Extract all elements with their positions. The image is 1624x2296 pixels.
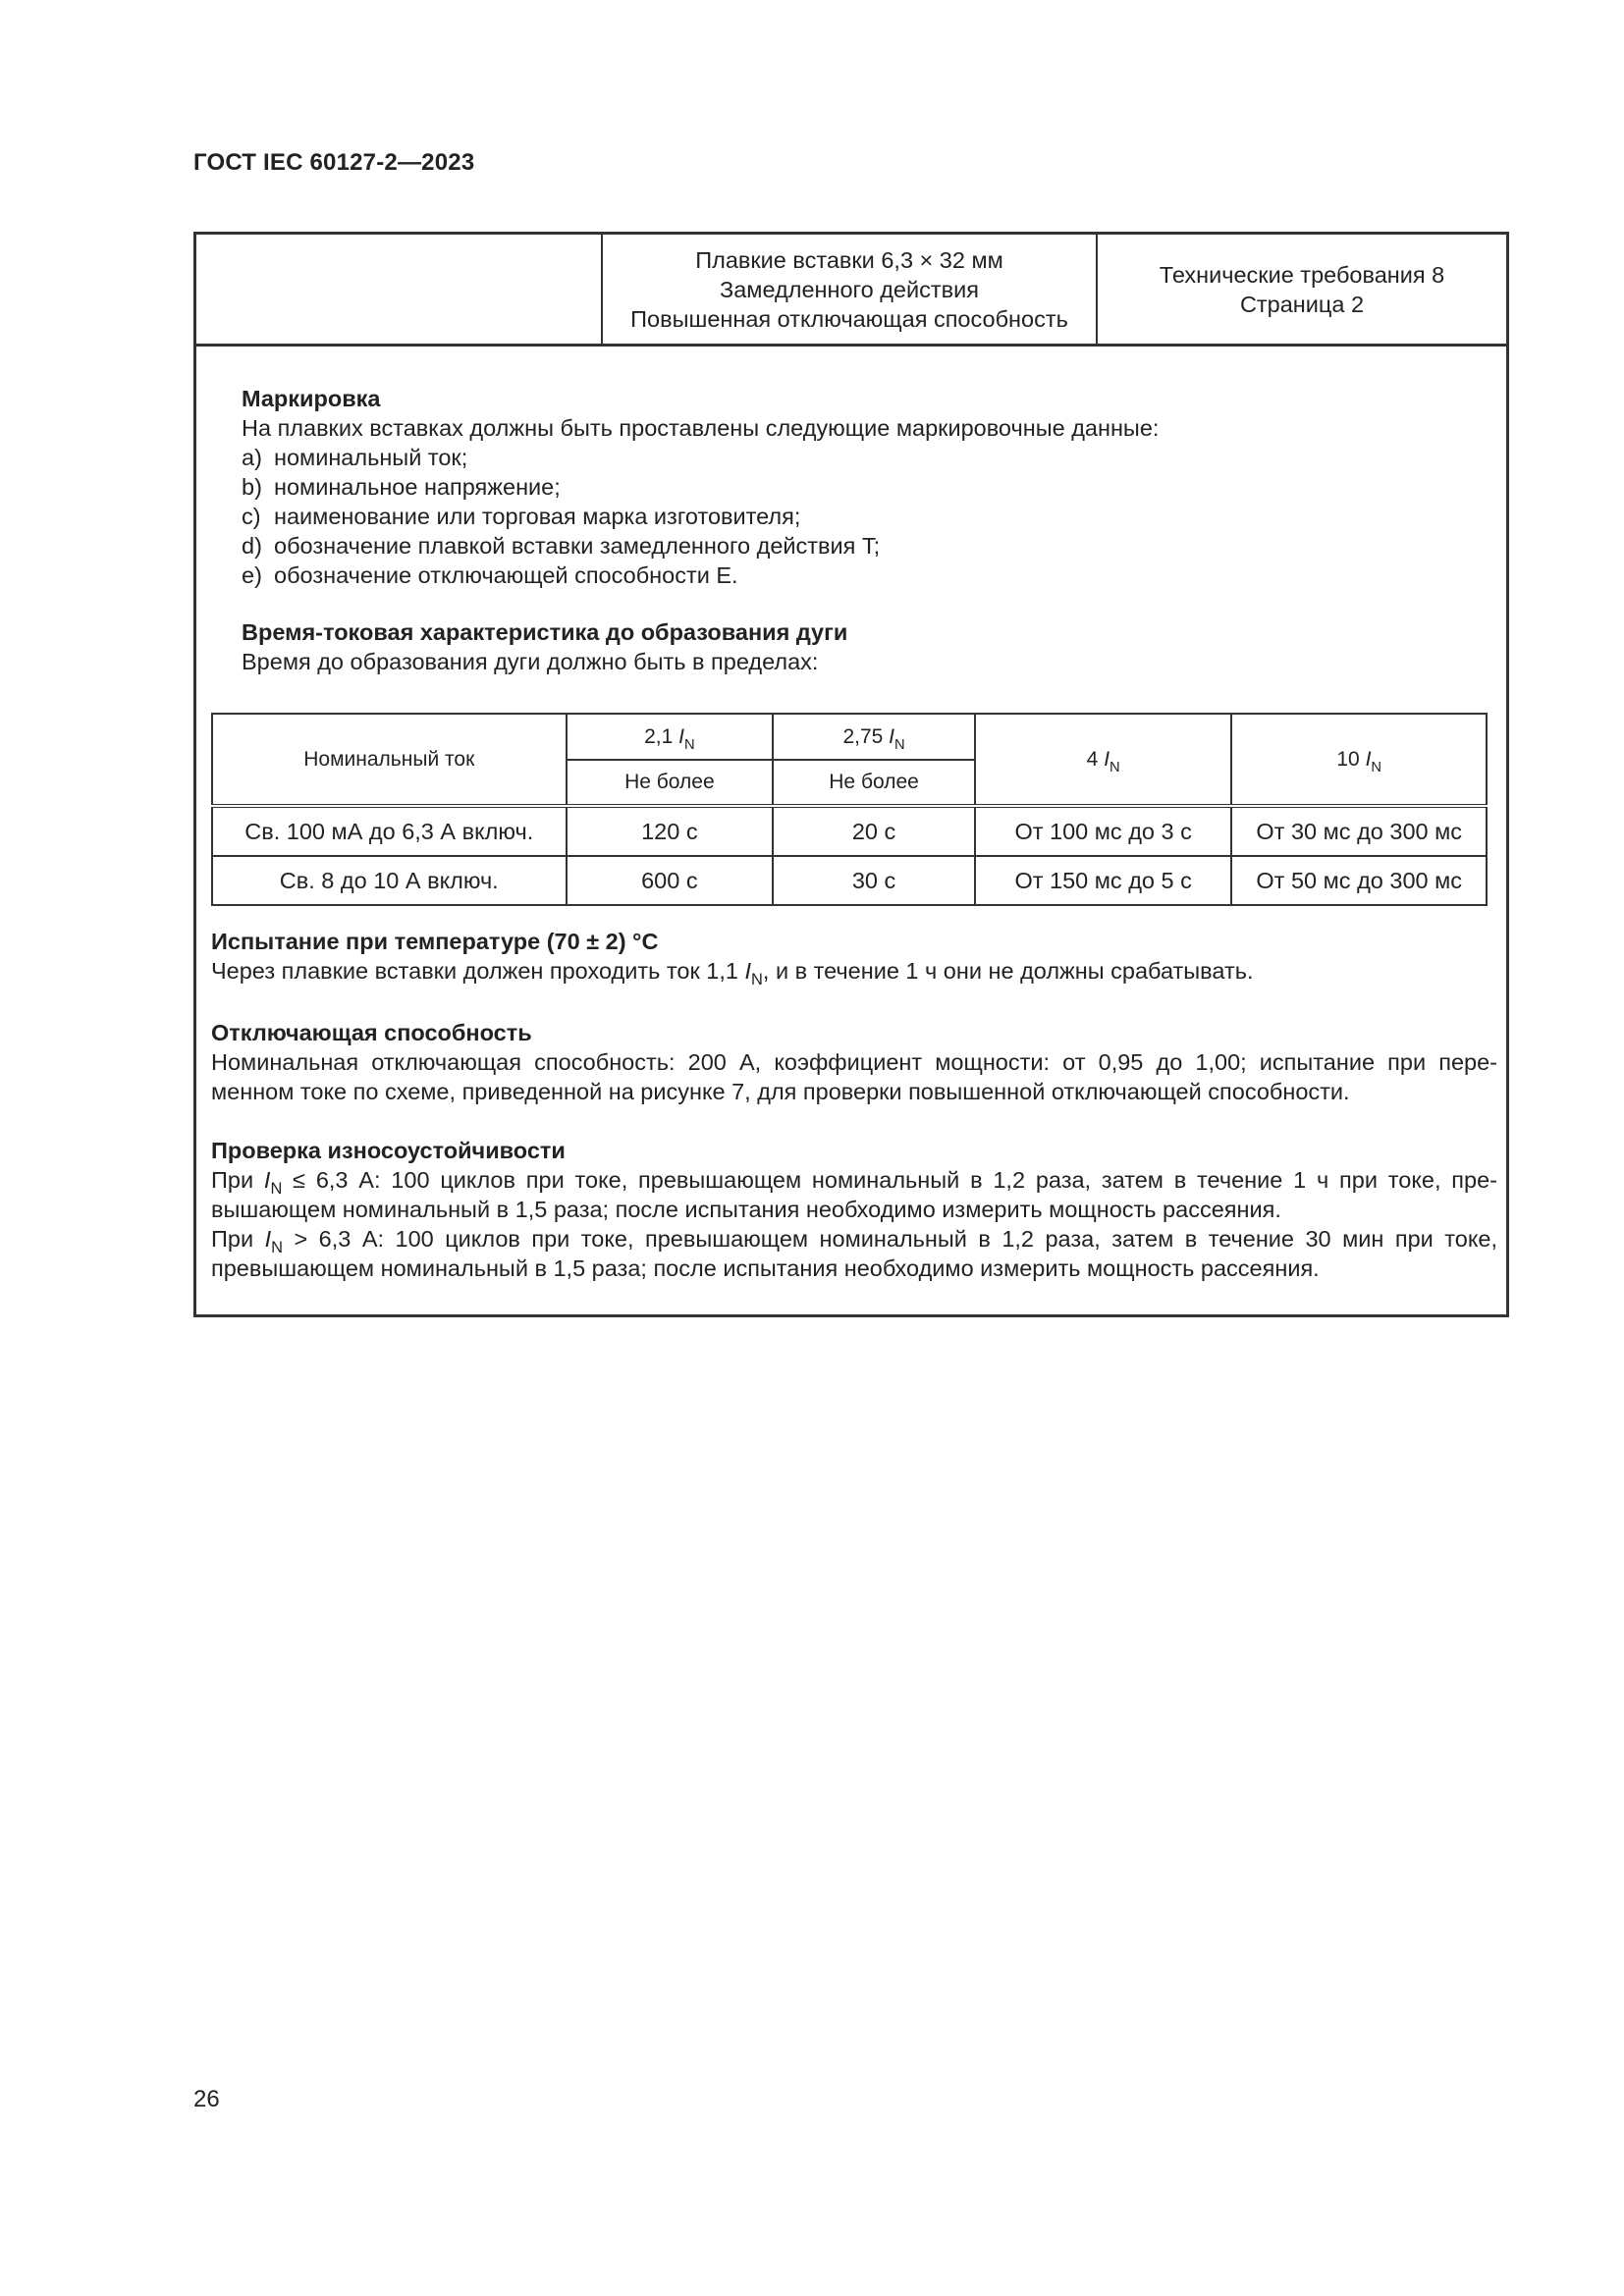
cell-rated: Св. 100 мА до 6,3 А включ. — [212, 806, 567, 856]
table-row — [212, 806, 1487, 856]
characteristic-title: Время-токовая характеристика до образования дуги — [242, 619, 848, 645]
cell-4-in: От 150 мс до 5 с — [975, 856, 1232, 905]
endurance-section — [211, 1136, 1497, 1283]
page-number: 26 — [193, 2086, 220, 2112]
header-10-in: 10 $I_N$ — [1231, 714, 1487, 806]
breaking-capacity-title: Отключающая способность — [211, 1020, 532, 1045]
marking-title: Маркировка — [242, 386, 381, 411]
header-not-more: Не более — [567, 760, 774, 806]
characteristic-intro: Время до образования дуги должно быть в пределах: — [242, 649, 819, 674]
sheet-header-product-cell — [603, 235, 1098, 344]
product-line-1: Плавкие вставки 6,3 × 32 мм — [695, 246, 1003, 273]
document-id: ГОСТ IEC 60127-2—2023 — [193, 149, 475, 176]
temperature-test-text: Через плавкие вставки должен проходить ток 1,1 $I_N$, и в течение 1 ч они не должны срабатывать. — [211, 958, 1254, 988]
spec-line-2: Страница 2 — [1239, 291, 1365, 317]
cell-2-1-in: 600 с — [567, 856, 774, 905]
cell-2-75-in: 30 с — [773, 856, 975, 905]
cell-rated: Св. 8 до 10 А включ. — [212, 856, 567, 905]
cell-2-1-in: 120 с — [567, 806, 774, 856]
breaking-capacity-line-1: Номинальная отключающая способность: 200 А, коэффициент мощности: от 0,95 до 1,00; испытание при пере- — [211, 1049, 1497, 1075]
table-row — [212, 856, 1487, 905]
list-item: c) наименование или торговая марка изготовителя; — [242, 504, 801, 529]
sheet-header — [196, 235, 1506, 347]
breaking-capacity-section — [211, 1018, 1497, 1106]
cell-10-in: От 30 мс до 300 мс — [1231, 806, 1487, 856]
marking-section — [242, 384, 1159, 590]
header-not-more: Не более — [773, 760, 975, 806]
marking-intro: На плавких вставках должны быть проставлены следующие маркировочные данные: — [242, 415, 1160, 441]
time-current-table — [211, 713, 1488, 906]
header-4-in: 4 $I_N$ — [975, 714, 1232, 806]
endurance-p2-line-1: При $I_N > 6,3$ А: 100 циклов при токе, превышающем номинальный в 1,2 раза, затем в течение 30 мин при токе, — [211, 1226, 1497, 1256]
list-item: b) номинальное напряжение; — [242, 474, 561, 500]
breaking-capacity-line-2: менном токе по схеме, приведенной на рисунке 7, для проверки повышенной отключающей способности. — [211, 1079, 1350, 1104]
header-2-75-in: 2,75 $I_N$ — [773, 714, 975, 760]
cell-2-75-in: 20 с — [773, 806, 975, 856]
header-rated-current: Номинальный ток — [212, 714, 567, 806]
spec-line-1: Технические требования 8 — [1159, 261, 1445, 288]
endurance-title: Проверка износоустойчивости — [211, 1138, 566, 1163]
sheet-header-empty-cell — [196, 235, 603, 344]
temperature-test-title: Испытание при температуре (70 ± 2) °C — [211, 929, 659, 954]
endurance-p1-line-2: вышающем номинальный в 1,5 раза; после испытания необходимо измерить мощность рассеяния. — [211, 1197, 1281, 1222]
list-item: e) обозначение отключающей способности E. — [242, 562, 738, 588]
characteristic-section — [242, 617, 847, 676]
sheet-header-spec-cell — [1098, 235, 1506, 344]
endurance-p2-line-2: превышающем номинальный в 1,5 раза; после испытания необходимо измерить мощность рассеяния. — [211, 1255, 1320, 1281]
cell-4-in: От 100 мс до 3 с — [975, 806, 1232, 856]
product-line-2: Замедленного действия — [720, 276, 979, 302]
list-item: d) обозначение плавкой вставки замедленного действия T; — [242, 533, 881, 559]
temperature-test-section — [211, 927, 1254, 986]
endurance-p1-line-1: При $I_N \le 6,3$ А: 100 циклов при токе, превышающем номинальный в 1,2 раза, затем в течение 1 ч при токе, пре- — [211, 1167, 1497, 1198]
header-2-1-in: 2,1 $I_N$ — [567, 714, 774, 760]
product-line-3: Повышенная отключающая способность — [630, 305, 1068, 332]
cell-10-in: От 50 мс до 300 мс — [1231, 856, 1487, 905]
list-item: a) номинальный ток; — [242, 445, 468, 470]
sheet-frame — [193, 232, 1509, 1317]
